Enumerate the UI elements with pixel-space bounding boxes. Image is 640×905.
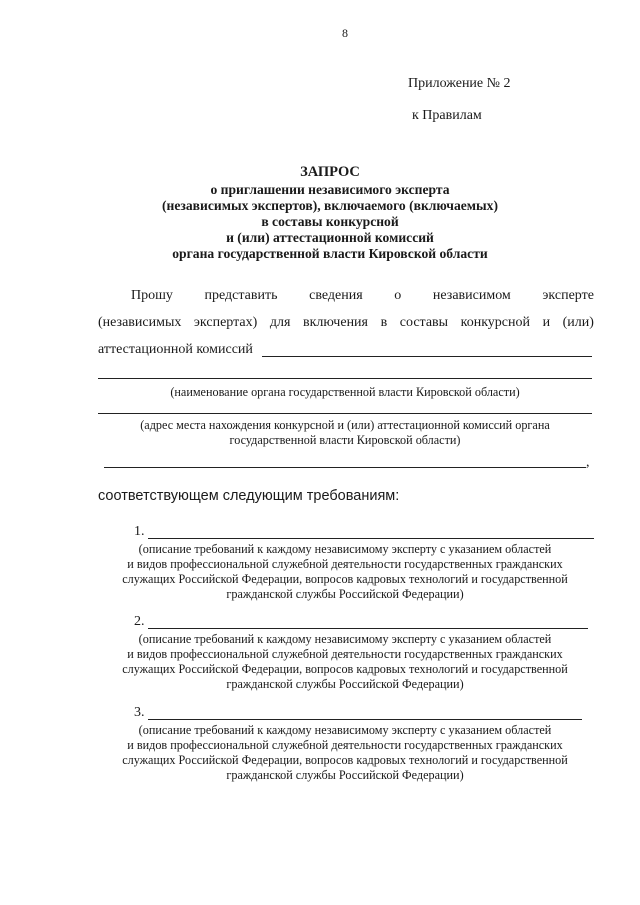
requirement-caption-3-line-4: гражданской службы Российской Федерации)	[226, 768, 464, 782]
requirement-caption-3-line-1: (описание требований к каждому независимому эксперту с указанием областей	[138, 723, 552, 737]
address-caption-1: (адрес места нахождения конкурсной и (или) аттестационной комиссий органа	[140, 418, 550, 432]
address-fill-line	[98, 413, 592, 414]
requirement-caption-1-line-3: служащих Российской Федерации, вопросов кадровых технологий и государственной	[122, 572, 568, 586]
word: для	[269, 315, 291, 330]
word: и	[542, 315, 551, 330]
word: эксперте	[542, 288, 594, 303]
word: составы	[399, 315, 449, 330]
word: сведения	[309, 288, 363, 303]
extra-fill-line	[104, 467, 586, 468]
requirement-fill-line-3	[148, 719, 582, 720]
requirement-caption-3-line-2: и видов профессиональной служебной деятельности государственных гражданских	[127, 738, 563, 752]
word: включения	[302, 315, 368, 330]
word: о	[394, 288, 402, 303]
body-line-1	[131, 288, 594, 304]
requirement-caption-2-line-4: гражданской службы Российской Федерации)	[226, 677, 464, 691]
word: Прошу	[131, 288, 173, 303]
commission-label: аттестационной комиссий	[98, 342, 253, 357]
appendix-label: Приложение № 2	[408, 76, 511, 91]
trailing-comma: ,	[586, 455, 590, 470]
word: независимом	[432, 288, 511, 303]
title-line-4: и (или) аттестационной комиссий	[226, 230, 434, 245]
word: конкурсной	[460, 315, 530, 330]
title-line-3: в составы конкурсной	[261, 214, 399, 229]
address-caption-2: государственной власти Кировской области)	[229, 433, 461, 447]
word: в	[380, 315, 388, 330]
requirement-caption-1-line-4: гражданской службы Российской Федерации)	[226, 587, 464, 601]
requirement-fill-line-1	[148, 538, 594, 539]
requirement-fill-line-2	[148, 628, 588, 629]
organization-fill-line	[98, 378, 592, 379]
requirement-caption-2-line-2: и видов профессиональной служебной деятельности государственных гражданских	[127, 647, 563, 661]
word: (или)	[562, 315, 594, 330]
title-line-5: органа государственной власти Кировской области	[172, 246, 488, 261]
requirement-caption-2-line-1: (описание требований к каждому независимому эксперту с указанием областей	[138, 632, 552, 646]
requirement-number-2: 2.	[134, 614, 145, 629]
requirement-caption-1-line-1: (описание требований к каждому независимому эксперту с указанием областей	[138, 542, 552, 556]
title-line-1: о приглашении независимого эксперта	[210, 182, 450, 197]
word: представить	[204, 288, 278, 303]
requirement-number-1: 1.	[134, 524, 145, 539]
commission-fill-line	[262, 356, 592, 357]
word: экспертах)	[193, 315, 258, 330]
title-line-2: (независимых экспертов), включаемого (включаемых)	[162, 198, 498, 213]
word: (независимых	[98, 315, 182, 330]
requirement-caption-2-line-3: служащих Российской Федерации, вопросов кадровых технологий и государственной	[122, 662, 568, 676]
organization-caption: (наименование органа государственной власти Кировской области)	[170, 385, 520, 399]
requirement-number-3: 3.	[134, 705, 145, 720]
document-title: ЗАПРОС	[300, 164, 360, 180]
appendix-rules: к Правилам	[412, 108, 482, 123]
requirement-caption-1-line-2: и видов профессиональной служебной деятельности государственных гражданских	[127, 557, 563, 571]
requirement-caption-3-line-3: служащих Российской Федерации, вопросов кадровых технологий и государственной	[122, 753, 568, 767]
page-number: 8	[342, 26, 348, 40]
requirements-intro: соответствующем следующим требованиям:	[98, 488, 400, 504]
body-line-2	[98, 315, 594, 331]
